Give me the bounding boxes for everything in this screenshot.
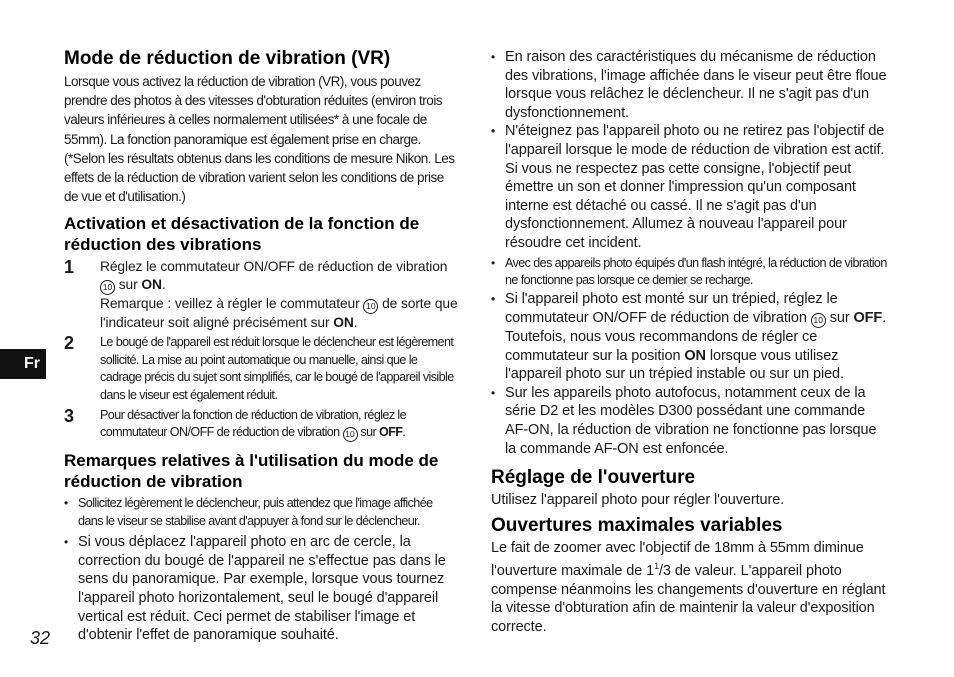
list-item: • Avec des appareils photo équipés d'un flash intégré, la réduction de vibration ne fonctionne pas lorsque ce dernier se recharge. xyxy=(491,255,889,290)
step-1-text: Réglez le commutateur ON/OFF de réduction de vibration xyxy=(100,259,448,275)
list-item: • Sollicitez légèrement le déclencheur, puis attendez que l'image affichée dans le viseur se stabilise avant d'appuyer à fond sur le déclencheur. xyxy=(64,495,460,530)
step-number: 3 xyxy=(64,406,75,427)
page-number: 32 xyxy=(30,628,51,648)
list-item: • N'éteignez pas l'appareil photo ou ne retirez pas l'objectif de l'appareil lorsque le mode de réduction de vibration est actif. Si vous ne respectez pas cette consigne, l'objectif peut émettre un son et donner l'impression qu'un composant interne est détaché ou cassé. Il ne s'agit pas d'un dysfonctionnement. Allumez à nouveau l'appareil pour résoudre cet incident. xyxy=(491,122,889,252)
circled-ten-icon: 10 xyxy=(811,313,826,328)
step-2-text: Le bougé de l'appareil est réduit lorsque le déclencheur est légèrement sollicité. La mise au point automatique ou manuelle, ainsi que le cadrage précis du sujet sont simplifiés, car le bougé de l'appareil visible dans le viseur est également réduit. xyxy=(100,335,454,402)
remarks-list xyxy=(64,495,460,644)
circled-ten-icon: 10 xyxy=(363,299,378,314)
activation-section-title: Activation et désactivation de la fonction de réduction des vibrations xyxy=(64,214,420,255)
max-aperture-text-a: Le fait de zoomer avec l'objectif de 18mm à 55mm diminue l'ouverture maximale de 1 xyxy=(491,539,864,580)
step-3-text: Pour désactiver la fonction de réduction de vibration, réglez le commutateur ON/OFF de réduction de vibration xyxy=(100,408,407,440)
language-tab: Fr xyxy=(0,349,46,379)
list-item xyxy=(491,290,889,383)
step-2 xyxy=(64,334,460,404)
fraction-denominator: /3 xyxy=(658,563,671,580)
step-1-note-cont: de sorte que l'indicateur soit aligné précisément sur xyxy=(100,295,458,330)
fraction-numerator: 1 xyxy=(654,561,659,572)
step-number: 1 xyxy=(64,257,75,278)
list-item: • Sur les appareils photo autofocus, notamment ceux de la série D2 et les modèles D300 possédant une commande AF-ON, la réduction de vibration ne fonctionne pas lorsque la commande AF-ON est enfoncée. xyxy=(491,384,889,458)
max-aperture-section-title: Ouvertures maximales variables xyxy=(491,514,783,536)
step-3-off: OFF xyxy=(379,425,403,440)
right-column xyxy=(491,48,889,636)
max-aperture-text-b: de valeur. L'appareil photo compense néanmoins les changements d'ouverture en réglant la vitesse d'obturation afin de maintenir la valeur d'exposition correcte. xyxy=(491,563,886,635)
vr-section-title: Mode de réduction de vibration (VR) xyxy=(64,48,391,69)
circled-ten-icon: 10 xyxy=(100,280,115,295)
remarks-section-title: Remarques relatives à l'utilisation du mode de réduction de vibration xyxy=(64,451,439,492)
tripod-off: OFF xyxy=(853,309,883,326)
step-1-note: Remarque : veillez à régler le commutateur xyxy=(100,295,360,311)
step-1-note-on: ON xyxy=(333,314,354,330)
step-3 xyxy=(64,407,460,442)
list-item: • Si vous déplacez l'appareil photo en arc de cercle, la correction du bougé de l'appareil ne s'effectue pas dans le sens du panoramique. Par exemple, lorsque vous tournez l'appareil photo horizontalement, seul le bougé d'appareil vertical est réduit. Ceci permet de stabiliser l'image et d'obtenir l'effet de panoramique souhaité. xyxy=(64,533,460,645)
tripod-sur: sur xyxy=(829,309,850,326)
circled-ten-icon: 10 xyxy=(343,427,358,442)
tripod-on: ON xyxy=(684,347,706,364)
aperture-text: Utilisez l'appareil photo pour régler l'ouverture. xyxy=(491,492,785,509)
tripod-text-cont: . Toutefois, nous vous recommandons de régler ce commutateur sur la position xyxy=(505,309,887,364)
left-column xyxy=(64,48,460,645)
step-1 xyxy=(64,258,460,331)
step-1-on: ON xyxy=(141,276,162,292)
step-3-sur: sur xyxy=(360,425,377,440)
tripod-text: Si l'appareil photo est monté sur un trépied, réglez le commutateur ON/OFF de réduction de vibration xyxy=(505,291,838,326)
vr-notes-list xyxy=(491,48,889,458)
step-1-period: . xyxy=(161,276,166,292)
tripod-text-end: lorsque vous utilisez l'appareil photo sur un trépied instable ou sur un pied. xyxy=(505,347,844,383)
step-1-note-period: . xyxy=(353,314,358,330)
list-item: • En raison des caractéristiques du mécanisme de réduction des vibrations, l'image affichée dans le viseur peut être floue lorsque vous relâchez le déclencheur. Il ne s'agit pas d'un dysfonctionnement. xyxy=(491,48,889,122)
vr-intro-text: Lorsque vous activez la réduction de vibration (VR), vous pouvez prendre des photos à des vitesses d'obturation réduites (environ trois valeurs inférieures à celles normalement utilisées* à une focale de 55mm). La fonction panoramique est également prise en charge. (*Selon les résultats obtenus dans les conditions de mesure Nikon. Les effets de la réduction de vibration varient selon les conditions de prise de vue et d'utilisation.) xyxy=(64,74,455,205)
aperture-section-title: Réglage de l'ouverture xyxy=(491,467,696,489)
step-1-sur: sur xyxy=(118,276,138,292)
max-aperture-text xyxy=(491,539,889,637)
step-number: 2 xyxy=(64,333,75,354)
step-3-period: . xyxy=(402,425,406,440)
